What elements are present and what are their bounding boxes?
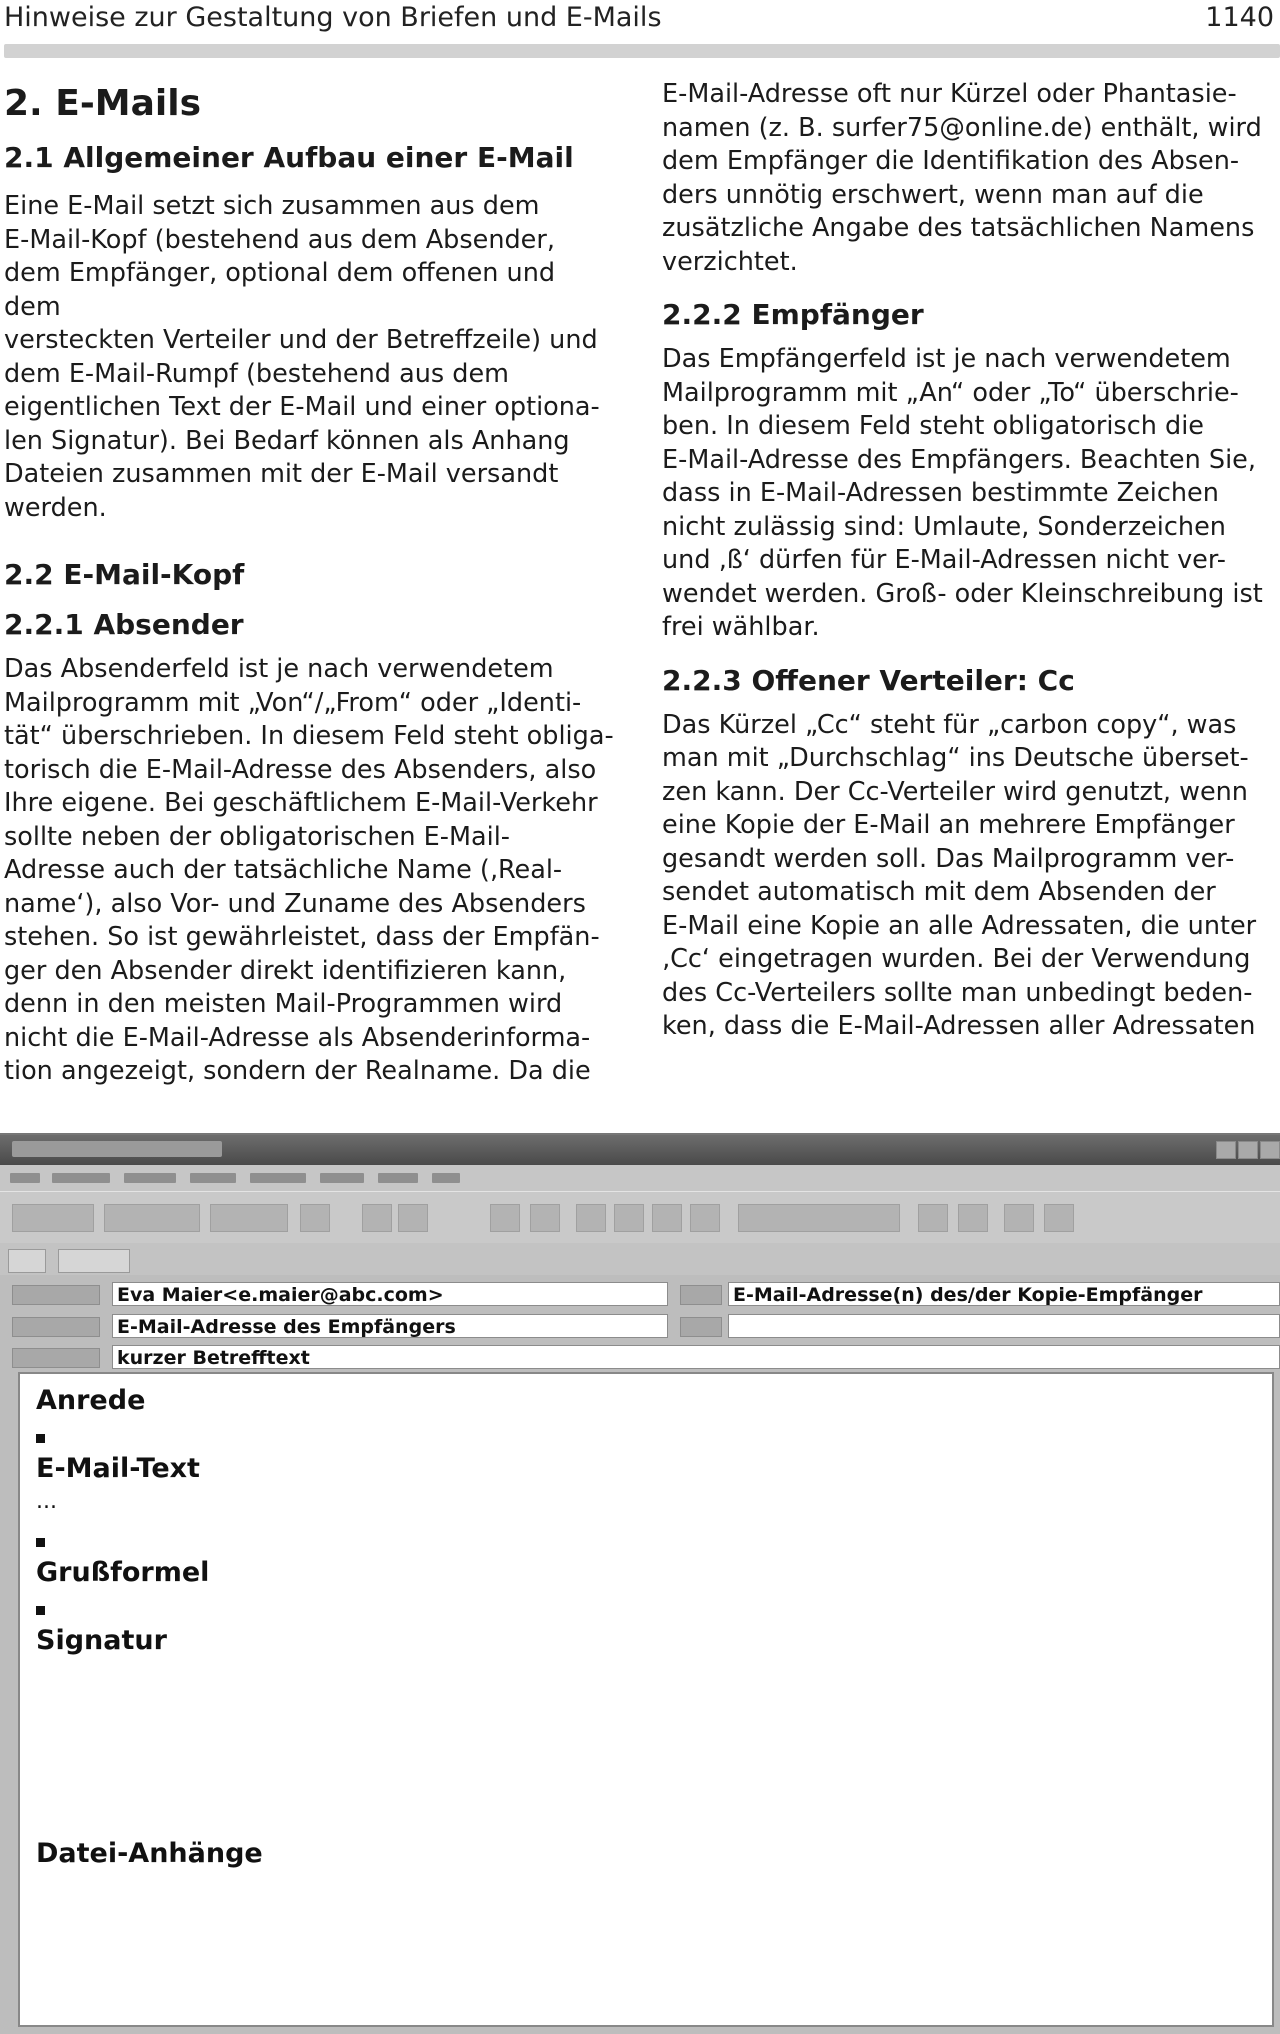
text-line: verzichtet. [662,246,798,277]
email-text: E-Mail-Text [36,1453,200,1484]
text-line: eine Kopie der E-Mail an mehrere Empfänger [662,810,1235,840]
text-line: tion angezeigt, sondern der Realname. Da die [4,1056,591,1086]
text-line: gesandt werden soll. Das Mailprogramm ver- [662,843,1235,874]
toolbar-icon[interactable] [490,1204,520,1232]
text-line: dem E-Mail-Rumpf (bestehend aus dem [4,358,509,389]
text-line: nicht die E-Mail-Adresse als Absenderinforma- [4,1022,591,1053]
toolbar-icon[interactable] [530,1204,560,1232]
bullet [36,1606,45,1615]
text-line: wendet werden. Groß- oder Kleinschreibung ist [662,578,1263,609]
text-line: versteckten Verteiler und der Betreffzeile) und [4,325,598,355]
menu-item[interactable] [250,1173,306,1183]
text-line: frei wählbar. [662,612,820,642]
cc-label [680,1285,722,1305]
paragraph-2-2-1 [4,653,616,1089]
bullet [36,1434,45,1443]
text-line: namen (z. B. surfer75@online.de) enthält, wird [662,112,1262,143]
close-icon[interactable] [1260,1141,1280,1159]
email-client-figure [0,1133,1280,2034]
link-icon[interactable] [690,1204,720,1232]
toolbar-icon[interactable] [958,1204,988,1232]
signature-text: Signatur [36,1625,167,1656]
text-line: stehen. So ist gewährleistet, dass der Empfän- [4,922,600,952]
text-line: Mailprogramm mit „Von“/„From“ oder „Identi- [4,687,582,718]
color-icon[interactable] [652,1204,682,1232]
toolbar-icon[interactable] [1004,1204,1034,1232]
text-line: dass in E-Mail-Adressen bestimmte Zeichen [662,478,1219,508]
menu-item[interactable] [124,1173,176,1183]
text-line: Adresse auch der tatsächliche Name (‚Real- [4,855,563,885]
menu-item[interactable] [432,1173,460,1183]
ellipsis: ... [36,1489,57,1514]
paragraph-2-2-2 [662,343,1274,645]
minimize-icon[interactable] [1216,1141,1236,1159]
menu-item[interactable] [52,1173,110,1183]
greeting-text: Anrede [36,1385,146,1416]
text-line: sollte neben der obligatorischen E-Mail- [4,821,510,852]
bold-icon[interactable] [576,1204,606,1232]
text-line: und ‚ß‘ dürfen für E-Mail-Adressen nicht ver- [662,545,1226,575]
text-line: ‚Cc‘ eingetragen wurden. Bei der Verwendung [662,944,1251,974]
text-line: E-Mail-Adresse oft nur Kürzel oder Phantasie- [662,79,1237,109]
paragraph-continued [662,78,1274,279]
bullet [36,1538,45,1547]
text-line: man mit „Durchschlag“ ins Deutsche überset- [662,743,1249,773]
running-header-title: Hinweise zur Gestaltung von Briefen und E-Mails [4,2,662,33]
left-column [4,78,616,1089]
text-line: Das Kürzel „Cc“ steht für „carbon copy“, was [662,709,1237,740]
message-body[interactable] [18,1372,1274,2027]
running-header [4,0,1276,40]
text-line: denn in den meisten Mail-Programmen wird [4,989,563,1019]
text-line: werden. [4,492,107,523]
text-line: ders unnötig erschwert, wenn man auf die [662,179,1204,210]
text-line: E-Mail-Kopf (bestehend aus dem Absender, [4,224,555,255]
tab-strip [0,1243,1280,1275]
text-line: Mailprogramm mit „An“ oder „To“ überschrie- [662,377,1239,408]
save-icon[interactable] [362,1204,392,1232]
text-line: sendet automatisch mit dem Absenden der [662,877,1216,907]
text-line: Das Absenderfeld ist je nach verwendetem [4,654,554,684]
from-row [0,1279,1280,1309]
menu-item[interactable] [10,1173,40,1183]
paragraph-2-2-3 [662,709,1274,1044]
bcc-label [680,1317,722,1337]
subject-field[interactable]: kurzer Betrefftext [112,1345,1280,1369]
to-row [0,1311,1280,1341]
text-line: zusätzliche Angabe des tatsächlichen Namens [662,213,1255,243]
text-line: ben. In diesem Feld steht obligatorisch die [662,411,1204,441]
text-line: ger den Absender direkt identifizieren kann, [4,955,567,986]
heading-2-2: 2.2 E-Mail-Kopf [4,558,245,591]
text-line: name‘), also Vor- und Zuname des Absenders [4,888,586,919]
paragraph-2-1 [4,190,616,525]
right-column [662,78,1274,1044]
closing-text: Grußformel [36,1557,210,1588]
menu-item[interactable] [320,1173,364,1183]
spellcheck-button[interactable] [738,1204,900,1232]
toolbar-icon[interactable] [398,1204,428,1232]
attach-icon[interactable] [300,1204,330,1232]
page-number: 1140 [1205,2,1274,33]
cc-field[interactable]: E-Mail-Adresse(n) des/der Kopie-Empfänger [728,1282,1280,1306]
toolbar-icon[interactable] [1044,1204,1074,1232]
text-line: torisch die E-Mail-Adresse des Absenders, also [4,754,597,785]
window-titlebar [0,1135,1280,1165]
underline-icon[interactable] [614,1204,644,1232]
text-line: dem Empfänger die Identifikation des Absen- [662,146,1240,176]
heading-2-2-3: 2.2.3 Offener Verteiler: Cc [662,663,1075,697]
window-title-placeholder [12,1141,222,1157]
from-field[interactable]: Eva Maier<e.maier@abc.com> [112,1282,668,1306]
text-line: Eine E-Mail setzt sich zusammen aus dem [4,191,540,221]
tab[interactable] [8,1249,46,1273]
header-rule [4,44,1280,58]
text-line: ken, dass die E-Mail-Adressen aller Adressaten [662,1011,1256,1041]
text-line: tät“ überschrieben. In diesem Feld steht obliga- [4,721,614,751]
text-line: dem Empfänger, optional dem offenen und dem [4,258,556,322]
attachments-text: Datei-Anhänge [36,1838,263,1869]
heading-2-2-2: 2.2.2 Empfänger [662,298,924,331]
toolbar-icon[interactable] [918,1204,948,1232]
text-line: Das Empfängerfeld ist je nach verwendetem [662,344,1231,374]
text-line: des Cc-Verteilers sollte man unbedingt beden- [662,977,1253,1008]
menu-item[interactable] [378,1173,418,1183]
heading-2-2-1: 2.2.1 Absender [4,608,244,641]
text-line: Ihre eigene. Bei geschäftlichem E-Mail-Verkehr [4,788,598,818]
text-line: len Signatur). Bei Bedarf können als Anhang [4,425,570,456]
cancel-button[interactable] [104,1204,200,1232]
text-line: Dateien zusammen mit der E-Mail versandt [4,459,559,489]
address-button[interactable] [210,1204,288,1232]
from-label [12,1285,100,1305]
text-line: eigentlichen Text der E-Mail und einer optiona- [4,392,600,422]
section-heading: 2. E-Mails [4,83,202,124]
text-line: nicht zulässig sind: Umlaute, Sonderzeichen [662,511,1226,542]
text-line: E-Mail-Adresse des Empfängers. Beachten Sie, [662,444,1256,475]
menu-bar [0,1165,1280,1191]
menu-item[interactable] [190,1173,236,1183]
text-line: E-Mail eine Kopie an alle Adressaten, die unter [662,910,1257,941]
subject-label [12,1348,100,1368]
to-field[interactable]: E-Mail-Adresse des Empfängers [112,1314,668,1338]
bcc-field[interactable] [728,1314,1280,1338]
send-button[interactable] [12,1204,94,1232]
text-line: zen kann. Der Cc-Verteiler wird genutzt, wenn [662,776,1248,807]
to-label [12,1317,100,1337]
tab[interactable] [58,1249,130,1273]
heading-2-1: 2.1 Allgemeiner Aufbau einer E-Mail [4,141,574,174]
maximize-icon[interactable] [1238,1141,1258,1159]
subject-row [0,1342,1280,1372]
toolbar [0,1191,1280,1245]
